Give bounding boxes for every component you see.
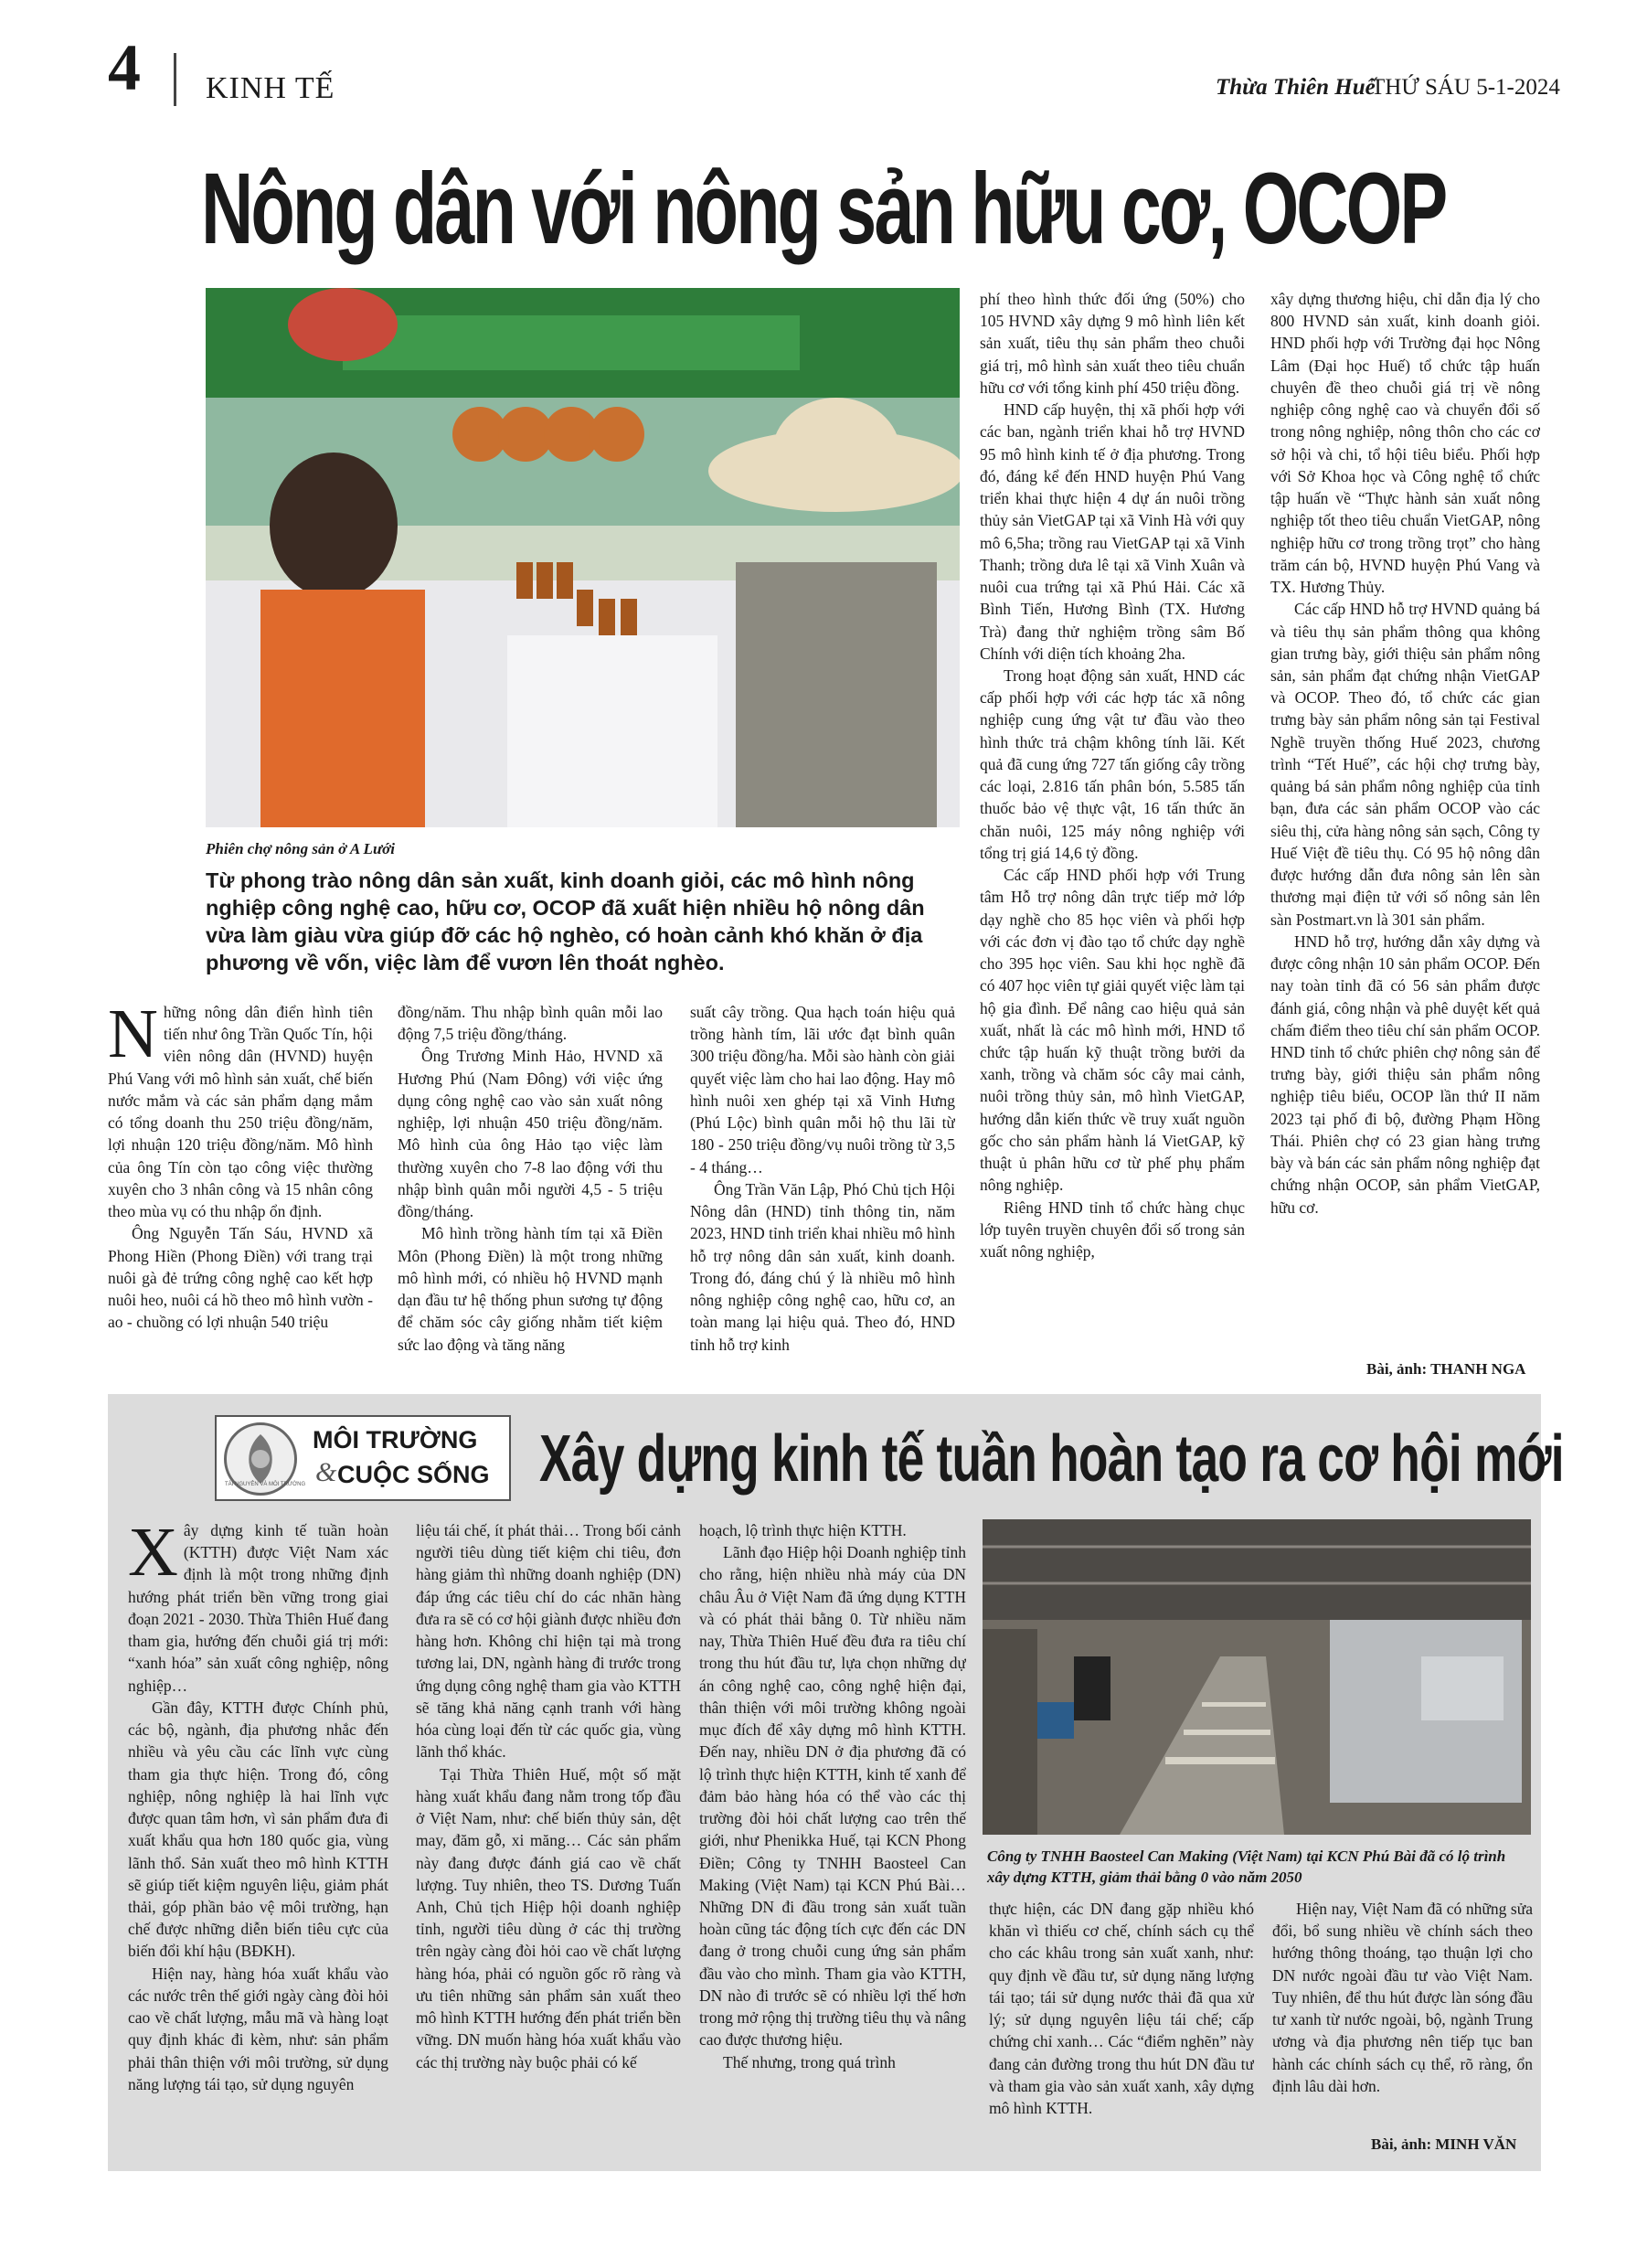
paragraph: xây dựng thương hiệu, chỉ dẫn địa lý cho 800 HVND sản xuất, kinh doanh giỏi. HND phối hợp với Trường đại học Nông Lâm (Đại học Huế) tổ chức tập huấn chuyên đề theo chuỗi giá trị về nông nghiệp công nghệ cao và chuyển đổi số trong nông nghiệp, nông thôn cho các cơ sở hội và chi, tổ hội tiêu biểu. Phối hợp với Sở Khoa học và Công nghệ tổ chức tập huấn về “Thực hành sản xuất nông nghiệp tốt theo tiêu chuẩn VietGAP, nông nghiệp hữu cơ trong trồng trọt” cho hàng trăm cán bộ, HVND huyện Phú Vang và TX. Hương Thủy. (1270, 290, 1540, 597)
drop-cap: X (128, 1519, 178, 1591)
section-title: KINH TẾ (206, 71, 335, 105)
logo-ring-text: TÀI NGUYÊN VÀ MÔI TRƯỜNG (225, 1482, 306, 1487)
paragraph: Hiện nay, hàng hóa xuất khẩu vào các nước trên thế giới ngày càng đòi hỏi cao về chất lượng, mẫu mã và hàng loạt quy định khác đi kèm, như: sản phẩm phải thân thiện với môi trường, sử dụng năng lượng tái tạo, sử dụng nguyên (128, 1964, 388, 2093)
paragraph: Gần đây, KTTH được Chính phủ, các bộ, ngành, địa phương nhắc đến nhiều và yêu cầu các lĩnh vực cùng tham gia thực hiện. Trong đó, công nghiệp, nông nghiệp là hai lĩnh vực được quan tâm hơn, vì sản phẩm đưa đi xuất khẩu qua hơn 180 quốc gia, vùng lãnh thổ. Sản xuất theo mô hình KTTH sẽ giúp tiết kiệm nguyên liệu, giảm phát thải, góp phần bảo vệ môi trường, hạn chế được những diễn biến tiêu cực của biến đổi khí hậu (BĐKH). (128, 1698, 388, 1961)
byline-author: THANH NGA (1430, 1360, 1526, 1378)
article2-headline: Xây dựng kinh tế tuần hoàn tạo ra cơ hội mới (539, 1422, 1564, 1496)
article2-column-1 (128, 1519, 388, 2159)
article1-column-5 (1270, 288, 1540, 1348)
paragraph: thực hiện, các DN đang gặp nhiều khó khăn vì thiếu cơ chế, chính sách cụ thể cho các khâu trong sản xuất xanh, như: quy định về đầu tư, sử dụng năng lượng tái tạo; tái sử dụng nước thải đã qua xử lý; sử dụng nguyên liệu tái chế; cấp chứng chỉ xanh… Các “điểm nghẽn” này đang cản đường trong thu hút DN đầu tư và tham gia vào sản xuất xanh, xây dựng mô hình KTTH. (989, 1900, 1254, 2118)
paragraph: HND cấp huyện, thị xã phối hợp với các ban, ngành triển khai hỗ trợ HVND 95 mô hình kinh tế ở địa phương. Trong đó, đáng kể đến HND huyện Phú Vang triển khai thực hiện 4 dự án nuôi trồng thủy sản VietGAP tại xã Vinh Hà với quy mô 6,5ha; trồng rau VietGAP tại xã Vinh Thanh; trồng dưa lê tại xã Vinh Xuân và nuôi cua trứng tại xã Phú Hải. Các xã Bình Tiến, Hương Bình (TX. Hương Trà) đang thử nghiệm trồng sâm Bố Chính với diện tích khoảng 2ha. (980, 400, 1245, 663)
paragraph: Mô hình trồng hành tím tại xã Điền Môn (Phong Điền) là một trong những mô hình mới, có nhiều hộ HVND mạnh dạn đầu tư hệ thống phun sương tự động để chăm sóc cây giống nhằm tiết kiệm sức lao động và tăng năng (398, 1224, 663, 1354)
paragraph: Thế nhưng, trong quá trình (723, 2052, 896, 2071)
article1-column-4 (980, 288, 1245, 1385)
article2-photo (983, 1519, 1531, 1835)
article1-column-2 (398, 1001, 663, 1385)
environment-logo-icon (224, 1422, 306, 1496)
paragraph: Ông Trương Minh Hảo, HVND xã Hương Phú (Nam Đông) với việc ứng dụng công nghệ cao vào sản xuất nông nghiệp, lợi nhuận 450 triệu đồng/năm. Mô hình của ông Hảo tạo việc làm thường xuyên cho 7-8 lao động với thu nhập bình quân mỗi người 4,5 - 5 triệu đồng/tháng. (398, 1047, 663, 1221)
drop-cap: N (108, 1001, 158, 1072)
issue-date: THỨ SÁU 5-1-2024 (1371, 75, 1560, 100)
paragraph: ây dựng kinh tế tuần hoàn (KTTH) được Việt Nam xác định là một trong những định hướng phát triển bền vững trong giai đoạn 2021 - 2030. Thừa Thiên Huế đang tham gia, hướng đến chuỗi giá trị mới: “xanh hóa” sản xuất công nghiệp, nông nghiệp… (128, 1521, 388, 1695)
article1-headline: Nông dân với nông sản hữu cơ, OCOP (201, 153, 1446, 265)
article1-photo (206, 288, 960, 827)
paragraph: hoạch, lộ trình thực hiện KTTH. (699, 1521, 907, 1539)
article2-column-5 (1272, 1898, 1533, 2126)
paragraph: Ông Trần Văn Lập, Phó Chủ tịch Hội Nông dân (HND) tỉnh thông tin, năm 2023, HND tỉnh triển khai nhiều mô hình hỗ trợ nông dân sản xuất, kinh doanh. Trong đó, đáng chú ý là nhiều mô hình nông nghiệp công nghệ cao, hữu cơ, an toàn mang lại hiệu quả. Theo đó, HND tỉnh hỗ trợ kinh (690, 1179, 955, 1354)
section-logo (215, 1415, 511, 1501)
article2-column-3 (699, 1519, 966, 2159)
paragraph: suất cây trồng. Qua hạch toán hiệu quả trồng hành tím, lãi ước đạt bình quân 300 triệu đồng/ha. Mỗi sào hành còn giải quyết việc làm cho hai lao động. Hay mô hình nuôi xen ghép tại xã Vinh Hưng (Phú Lộc) bình quân mỗi hộ thu lãi từ 180 - 250 triệu đồng/vụ nuôi trồng từ 3,5 - 4 tháng… (690, 1003, 955, 1177)
article1-lead: Từ phong trào nông dân sản xuất, kinh doanh giỏi, các mô hình nông nghiệp công nghệ cao, hữu cơ, OCOP đã xuất hiện nhiều hộ nông dân vừa làm giàu vừa giúp đỡ các hộ nghèo, có hoàn cảnh khó khăn ở địa phương về vốn, việc làm để vươn lên thoát nghèo. (206, 868, 925, 975)
article2-photo-caption: Công ty TNHH Baosteel Can Making (Việt Nam) tại KCN Phú Bài đã có lộ trình xây dựng KTTH, giảm thải bằng 0 vào năm 2050 (987, 1847, 1506, 1886)
paragraph: Trong hoạt động sản xuất, HND các cấp phối hợp với các hợp tác xã nông nghiệp cung ứng vật tư đầu vào theo hình thức trả chậm không tính lãi. Kết quả đã cung ứng 727 tấn giống cây trồng các loại, 2.816 tấn phân bón, 5.585 tấn thuốc bảo vệ thực vật, 16 tấn thức ăn chăn nuôi, 125 máy nông nghiệp với tổng trị giá 14,6 tỷ đồng. (980, 665, 1245, 862)
article1-byline (1366, 1360, 1525, 1379)
paragraph: HND hỗ trợ, hướng dẫn xây dựng và được công nhận 10 sản phẩm OCOP. Đến nay toàn tỉnh đã có 56 sản phẩm được đánh giá, công nhận và phê duyệt kết quả chấm điểm theo tiêu chí sản phẩm OCOP. HND tỉnh tổ chức phiên chợ nông sản để trưng bày, giới thiệu sản phẩm nông nghiệp tiêu biểu, OCOP lần thứ II năm 2023 tại phố đi bộ, đường Phạm Hồng Thái. Phiên chợ có 23 gian hàng trưng bày và bán các sản phẩm nông nghiệp đạt chứng nhận OCOP, sản phẩm VietGAP, hữu cơ. (1270, 932, 1540, 1217)
masthead: Thừa Thiên Huế (1216, 75, 1376, 100)
article1-column-3 (690, 1001, 955, 1385)
article2-column-2 (416, 1519, 681, 2159)
paragraph: Lãnh đạo Hiệp hội Doanh nghiệp tỉnh cho rằng, hiện nhiều nhà máy của DN châu Âu ở Việt Nam đã ứng dụng KTTH và có phát thải bằng 0. Từ nhiều năm nay, Thừa Thiên Huế đều đưa ra tiêu chí trong thu hút đầu tư, lựa chọn những dự án công nghệ cao, công nghệ hiện đại, thân thiện với môi trường không ngoài mục đích để xây dựng mô hình KTTH. Đến nay, nhiều DN ở địa phương đã có lộ trình thực hiện KTTH, kinh tế xanh để đảm bảo hàng hóa có thể vào các thị trường đòi hỏi chất lượng cao trên thế giới, như Phenikka Huế, tại KCN Phong Điền; Công ty TNHH Baosteel Can Making (Việt Nam) tại KCN Phú Bài… Những DN đi đầu trong sản xuất tuần hoàn cũng tác động tích cực đến các DN đang ở trong chuỗi cung ứng sản phẩm đầu vào cho mình. Tham gia vào KTTH, DN nào đi trước sẽ có nhiều lợi thế hơn trong mở rộng thị trường tiêu thụ và nâng cao được thương hiệu. (699, 1543, 966, 2050)
byline-author: MINH VĂN (1435, 2135, 1517, 2153)
factory-line-illustration (983, 1519, 1531, 1835)
paragraph: Riêng HND tỉnh tổ chức hàng chục lớp tuyên truyền chuyên đổi số trong sản xuất nông nghiệp, (980, 1198, 1245, 1262)
logo-line-1: MÔI TRƯỜNG (313, 1426, 478, 1453)
article2-byline (1371, 2135, 1516, 2154)
logo-ampersand: & (315, 1457, 337, 1487)
paragraph: Tại Thừa Thiên Huế, một số mặt hàng xuất khẩu đang nằm trong tốp đầu ở Việt Nam, như: chế biến thủy sản, dệt may, đăm gỗ, xi măng… Các sản phẩm này đang được đánh giá cao về chất lượng. Tuy nhiên, theo TS. Dương Tuấn Anh, Chủ tịch Hiệp hội doanh nghiệp tỉnh, người tiêu dùng ở các thị trường trên ngày càng đòi hỏi cao về chất lượng hàng hóa, phải có nguồn gốc rõ ràng và ưu tiên những sản phẩm sản xuất theo mô hình KTTH hướng đến phát triển bền vững. DN muốn hàng hóa xuất khẩu vào các thị trường này buộc phải có kế (416, 1764, 681, 2071)
paragraph: đồng/năm. Thu nhập bình quân mỗi lao động 7,5 triệu đồng/tháng. (398, 1003, 663, 1044)
market-stall-illustration (206, 288, 960, 827)
article1-column-1 (108, 1001, 373, 1385)
paragraph: Ông Nguyễn Tấn Sáu, HVND xã Phong Hiền (Phong Điền) với trang trại nuôi gà đẻ trứng công nghệ cao kết hợp nuôi heo, nuôi cá hồ theo mô hình vườn - ao - chuồng có lợi nhuận 540 triệu (108, 1224, 373, 1332)
paragraph: liệu tái chế, ít phát thải… Trong bối cảnh người tiêu dùng tiết kiệm chi tiêu, đơn hàng giảm thì những doanh nghiệp (DN) đáp ứng các tiêu chí do các nhãn hàng đưa ra sẽ có cơ hội giành được nhiều đơn hàng hơn. Không chỉ hiện tại mà trong tương lai, DN, ngành hàng đi trước trong ứng dụng công nghệ tham gia vào KTTH sẽ tăng khả năng cạnh tranh với hàng hóa cùng loại đến từ các quốc gia, vùng lãnh thổ khác. (416, 1521, 681, 1762)
paragraph: Các cấp HND phối hợp với Trung tâm Hỗ trợ nông dân trực tiếp mở lớp dạy nghề cho 85 học viên và phối hợp với các đơn vị đào tạo tổ chức dạy nghề cho 395 học viên. Sau khi học nghề đã có 407 học viên tự giải quyết việc làm tại hộ gia đình. Để nâng cao hiệu quả sản xuất, nhất là các mô hình mới, HND tổ chức tập huấn kỹ thuật trồng bưởi da xanh, trồng và chăm sóc cây mai cảnh, nuôi trồng thủy sản, mô hình VietGAP, hướng dẫn kiến thức về truy xuất nguồn gốc cho sản phẩm hành lá VietGAP, kỹ thuật ủ phân hữu cơ từ phế phụ phẩm nông nghiệp. (980, 866, 1245, 1195)
paragraph: Các cấp HND hỗ trợ HVND quảng bá và tiêu thụ sản phẩm thông qua không gian trưng bày, giới thiệu sản phẩm nông sản, sản phẩm đạt chứng nhận VietGAP và OCOP. Theo đó, tổ chức các gian trưng bày sản phẩm nông sản tại Festival Nghề truyền thống Huế 2023, chương trình “Tết Huế”, các hội chợ trưng bày, quảng bá sản phẩm nông nghiệp của tỉnh bạn, đưa các sản phẩm OCOP vào các siêu thị, cửa hàng nông sản sạch, Công ty Huế Việt đề tiêu thụ. Có 95 hộ nông dân được hướng dẫn đưa nông sản lên sàn thương mại điện tử với số nông sản lên sàn Postmart.vn là 301 sản phẩm. (1270, 600, 1540, 929)
article2-column-4 (989, 1898, 1254, 2163)
byline-prefix: Bài, ảnh: (1371, 2135, 1436, 2153)
logo-line-2: CUỘC SỐNG (337, 1461, 490, 1488)
byline-prefix: Bài, ảnh: (1366, 1360, 1431, 1378)
article1-photo-caption: Phiên chợ nông sản ở A Lưới (206, 840, 395, 857)
header-divider (174, 53, 176, 106)
paragraph: phí theo hình thức đối ứng (50%) cho 105 HVND xây dựng 9 mô hình liên kết sản xuất, tiêu thụ sản phẩm theo chuỗi giá trị, mô hình sản xuất theo tiêu chuẩn hữu cơ với tổng kinh phí 450 triệu đồng. (980, 290, 1245, 397)
paragraph: hững nông dân điển hình tiên tiến như ông Trần Quốc Tín, hội viên nông dân (HVND) huyện Phú Vang với mô hình sản xuất, chế biến nước mắm và các sản phẩm dạng mắm có tổng doanh thu 250 triệu đồng/năm, lợi nhuận 120 triệu đồng/năm. Mô hình của ông Tín còn tạo công việc thường xuyên cho 3 nhân công và 15 nhân công theo mùa vụ có thu nhập ổn định. (108, 1003, 373, 1221)
paragraph: Hiện nay, Việt Nam đã có những sửa đổi, bổ sung nhiều về chính sách theo hướng thông thoáng, tạo thuận lợi cho DN nước ngoài đầu tư vào Việt Nam. Tuy nhiên, để thu hút được làn sóng đầu tư xanh từ nước ngoài, bộ, ngành Trung ương và địa phương nên tiếp tục ban hành các chính sách cụ thể, rõ ràng, ổn định lâu dài hơn. (1272, 1900, 1533, 2095)
page-number: 4 (108, 31, 141, 104)
